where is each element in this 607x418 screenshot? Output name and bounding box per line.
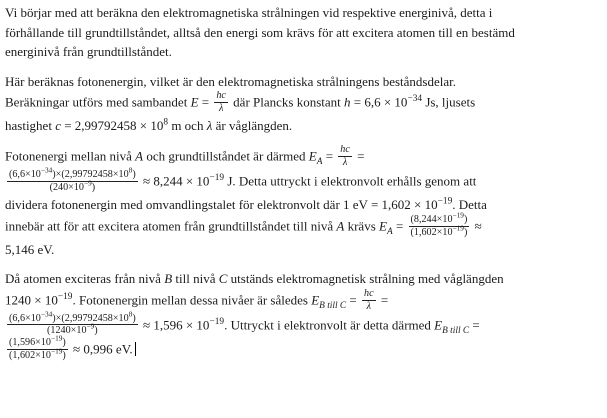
math-fraction: [362, 288, 376, 313]
text-run: (8,244×10: [410, 213, 453, 225]
math-variable: hc: [340, 144, 350, 156]
text-run: är våglängden.: [212, 117, 293, 133]
math-fraction: [7, 165, 138, 194]
math-variable: λ: [206, 117, 213, 133]
text-run: ): [91, 182, 96, 194]
text-run: =: [469, 316, 480, 332]
superscript: −9: [83, 178, 92, 188]
subscript: B till C: [442, 325, 470, 336]
superscript: −34: [40, 309, 53, 319]
text-run: . Detta: [452, 197, 487, 213]
text-run: = 6,6 × 10: [350, 94, 408, 110]
text-run: ≈ 8,244 × 10: [139, 173, 210, 189]
subscript: A: [386, 226, 393, 237]
text-run: hastighet: [5, 117, 56, 133]
text-run: ): [62, 337, 66, 349]
superscript: −19: [57, 291, 73, 302]
text-run: utständs elektromagnetisk strålning med våglängden: [227, 271, 504, 287]
text-run: )×(2,99792458×10: [52, 312, 129, 324]
math-variable: hc: [216, 90, 226, 101]
text-run: och grundtillståndet är därmed: [143, 148, 309, 164]
text-run: =: [392, 218, 407, 234]
text-run: ≈ 1,596 × 10: [139, 316, 210, 332]
superscript: 8: [128, 165, 133, 175]
math-fraction: [7, 334, 68, 362]
text-run: ): [463, 213, 468, 225]
math-variable: c: [55, 117, 61, 133]
fraction-numerator: [7, 309, 138, 326]
fraction-numerator: [7, 165, 138, 182]
text-run: (1,602×10: [410, 226, 453, 238]
text-run: =: [346, 292, 361, 308]
text-run: Beräkningar utförs med sambandet: [5, 94, 191, 110]
text-run: (6,6×10: [9, 169, 41, 181]
math-variable: B: [164, 271, 173, 287]
text-run: ): [463, 226, 468, 238]
fraction-denominator: [338, 157, 352, 169]
fraction-denominator: [7, 322, 138, 337]
fraction-denominator: [409, 223, 470, 239]
math-variable: E: [311, 292, 320, 308]
text-run: 1240 × 10: [5, 292, 58, 308]
math-variable: E: [190, 94, 199, 110]
math-variable: A: [336, 218, 345, 234]
fraction-numerator: [362, 288, 376, 301]
superscript: −19: [209, 316, 225, 327]
text-run: krävs: [344, 218, 380, 234]
text-run: ): [62, 350, 66, 362]
math-fraction: [7, 309, 138, 338]
superscript: −19: [437, 196, 453, 207]
text-run: där Plancks konstant: [229, 94, 345, 110]
fraction-numerator: [338, 144, 352, 157]
text-run: =: [377, 292, 389, 308]
text-run: (1240×10: [47, 325, 87, 337]
text-run: ): [132, 169, 136, 181]
text-run: ): [94, 325, 98, 337]
text-run: Js, ljusets: [422, 94, 476, 110]
text-run: Då atomen exciteras från nivå: [5, 271, 165, 287]
text-run: =: [322, 148, 337, 164]
text-run: ≈: [471, 218, 482, 234]
text-run: energinivå från grundtillståndet.: [5, 44, 172, 59]
paragraph: [5, 3, 599, 62]
text-run: innebär att för att excitera atomen från grundtillståndet till nivå: [5, 218, 337, 234]
math-variable: h: [344, 94, 351, 110]
superscript: −19: [452, 210, 464, 220]
paragraph: [5, 145, 599, 259]
fraction-denominator: [7, 178, 138, 194]
text-run: 5,146 eV.: [5, 241, 55, 257]
superscript: −19: [51, 347, 63, 357]
text-run: (6,6×10: [9, 312, 41, 324]
text-run: Här beräknas fotonenergin, vilket är den elektromagnetiska strålningens beståndsdelar.: [5, 73, 457, 89]
text-run: (1,596×10: [9, 337, 51, 349]
superscript: −19: [209, 173, 225, 184]
text-run: ≈ 0,996 eV.: [69, 341, 133, 357]
superscript: −34: [407, 94, 423, 105]
fraction-numerator: [214, 90, 228, 103]
text-run: =: [353, 148, 365, 164]
text-run: )×(2,99792458×10: [52, 169, 129, 181]
text-run: J. Detta uttryckt i elektronvolt erhålls genom att: [224, 173, 477, 189]
math-variable: E: [434, 316, 443, 332]
superscript: −19: [51, 334, 63, 344]
math-variable: E: [379, 218, 387, 234]
fraction-denominator: [214, 103, 228, 115]
fraction-denominator: [7, 347, 68, 362]
text-run: dividera fotonenergin med omvandlingstalet för elektronvolt där 1 eV = 1,602 × 10: [5, 197, 438, 213]
text-run: (1,602×10: [9, 350, 51, 362]
text-run: Vi börjar med att beräkna den elektromagnetiska strålningen vid respektive energinivå, detta i: [5, 5, 493, 20]
math-fraction: [409, 210, 470, 239]
text-run: förhållande till grundtillståndet, alltså den energi som krävs för att excitera atomen till en bestämd: [5, 24, 515, 40]
superscript: −34: [40, 165, 53, 175]
math-variable: hc: [364, 287, 374, 299]
math-variable: A: [135, 148, 144, 164]
text-run: ): [132, 312, 136, 324]
superscript: 8: [128, 309, 133, 319]
math-variable: λ: [218, 102, 224, 114]
text-cursor: [135, 342, 136, 356]
subscript: A: [316, 157, 323, 168]
paragraph: [5, 269, 599, 363]
text-run: =: [198, 94, 213, 110]
math-variable: C: [218, 271, 228, 287]
text-run: (240×10: [49, 182, 84, 194]
text-run: . Fotonenergin mellan dessa nivåer är således: [72, 292, 312, 308]
superscript: 8: [163, 117, 169, 128]
superscript: −9: [86, 322, 95, 332]
text-run: Fotonenergi mellan nivå: [5, 148, 136, 164]
math-variable: λ: [366, 300, 371, 312]
fraction-denominator: [362, 301, 376, 313]
subscript: B till C: [319, 300, 347, 311]
math-fraction: [214, 90, 228, 115]
text-run: m och: [168, 117, 207, 133]
text-run: till nivå: [172, 271, 219, 287]
math-variable: E: [308, 148, 317, 164]
text-run: = 2,99792458 × 10: [60, 117, 164, 133]
text-run: . Uttryckt i elektronvolt är detta därmed: [224, 316, 435, 332]
superscript: −19: [452, 223, 464, 233]
math-fraction: [338, 144, 352, 169]
paragraph: [5, 72, 599, 136]
math-variable: λ: [342, 157, 348, 169]
